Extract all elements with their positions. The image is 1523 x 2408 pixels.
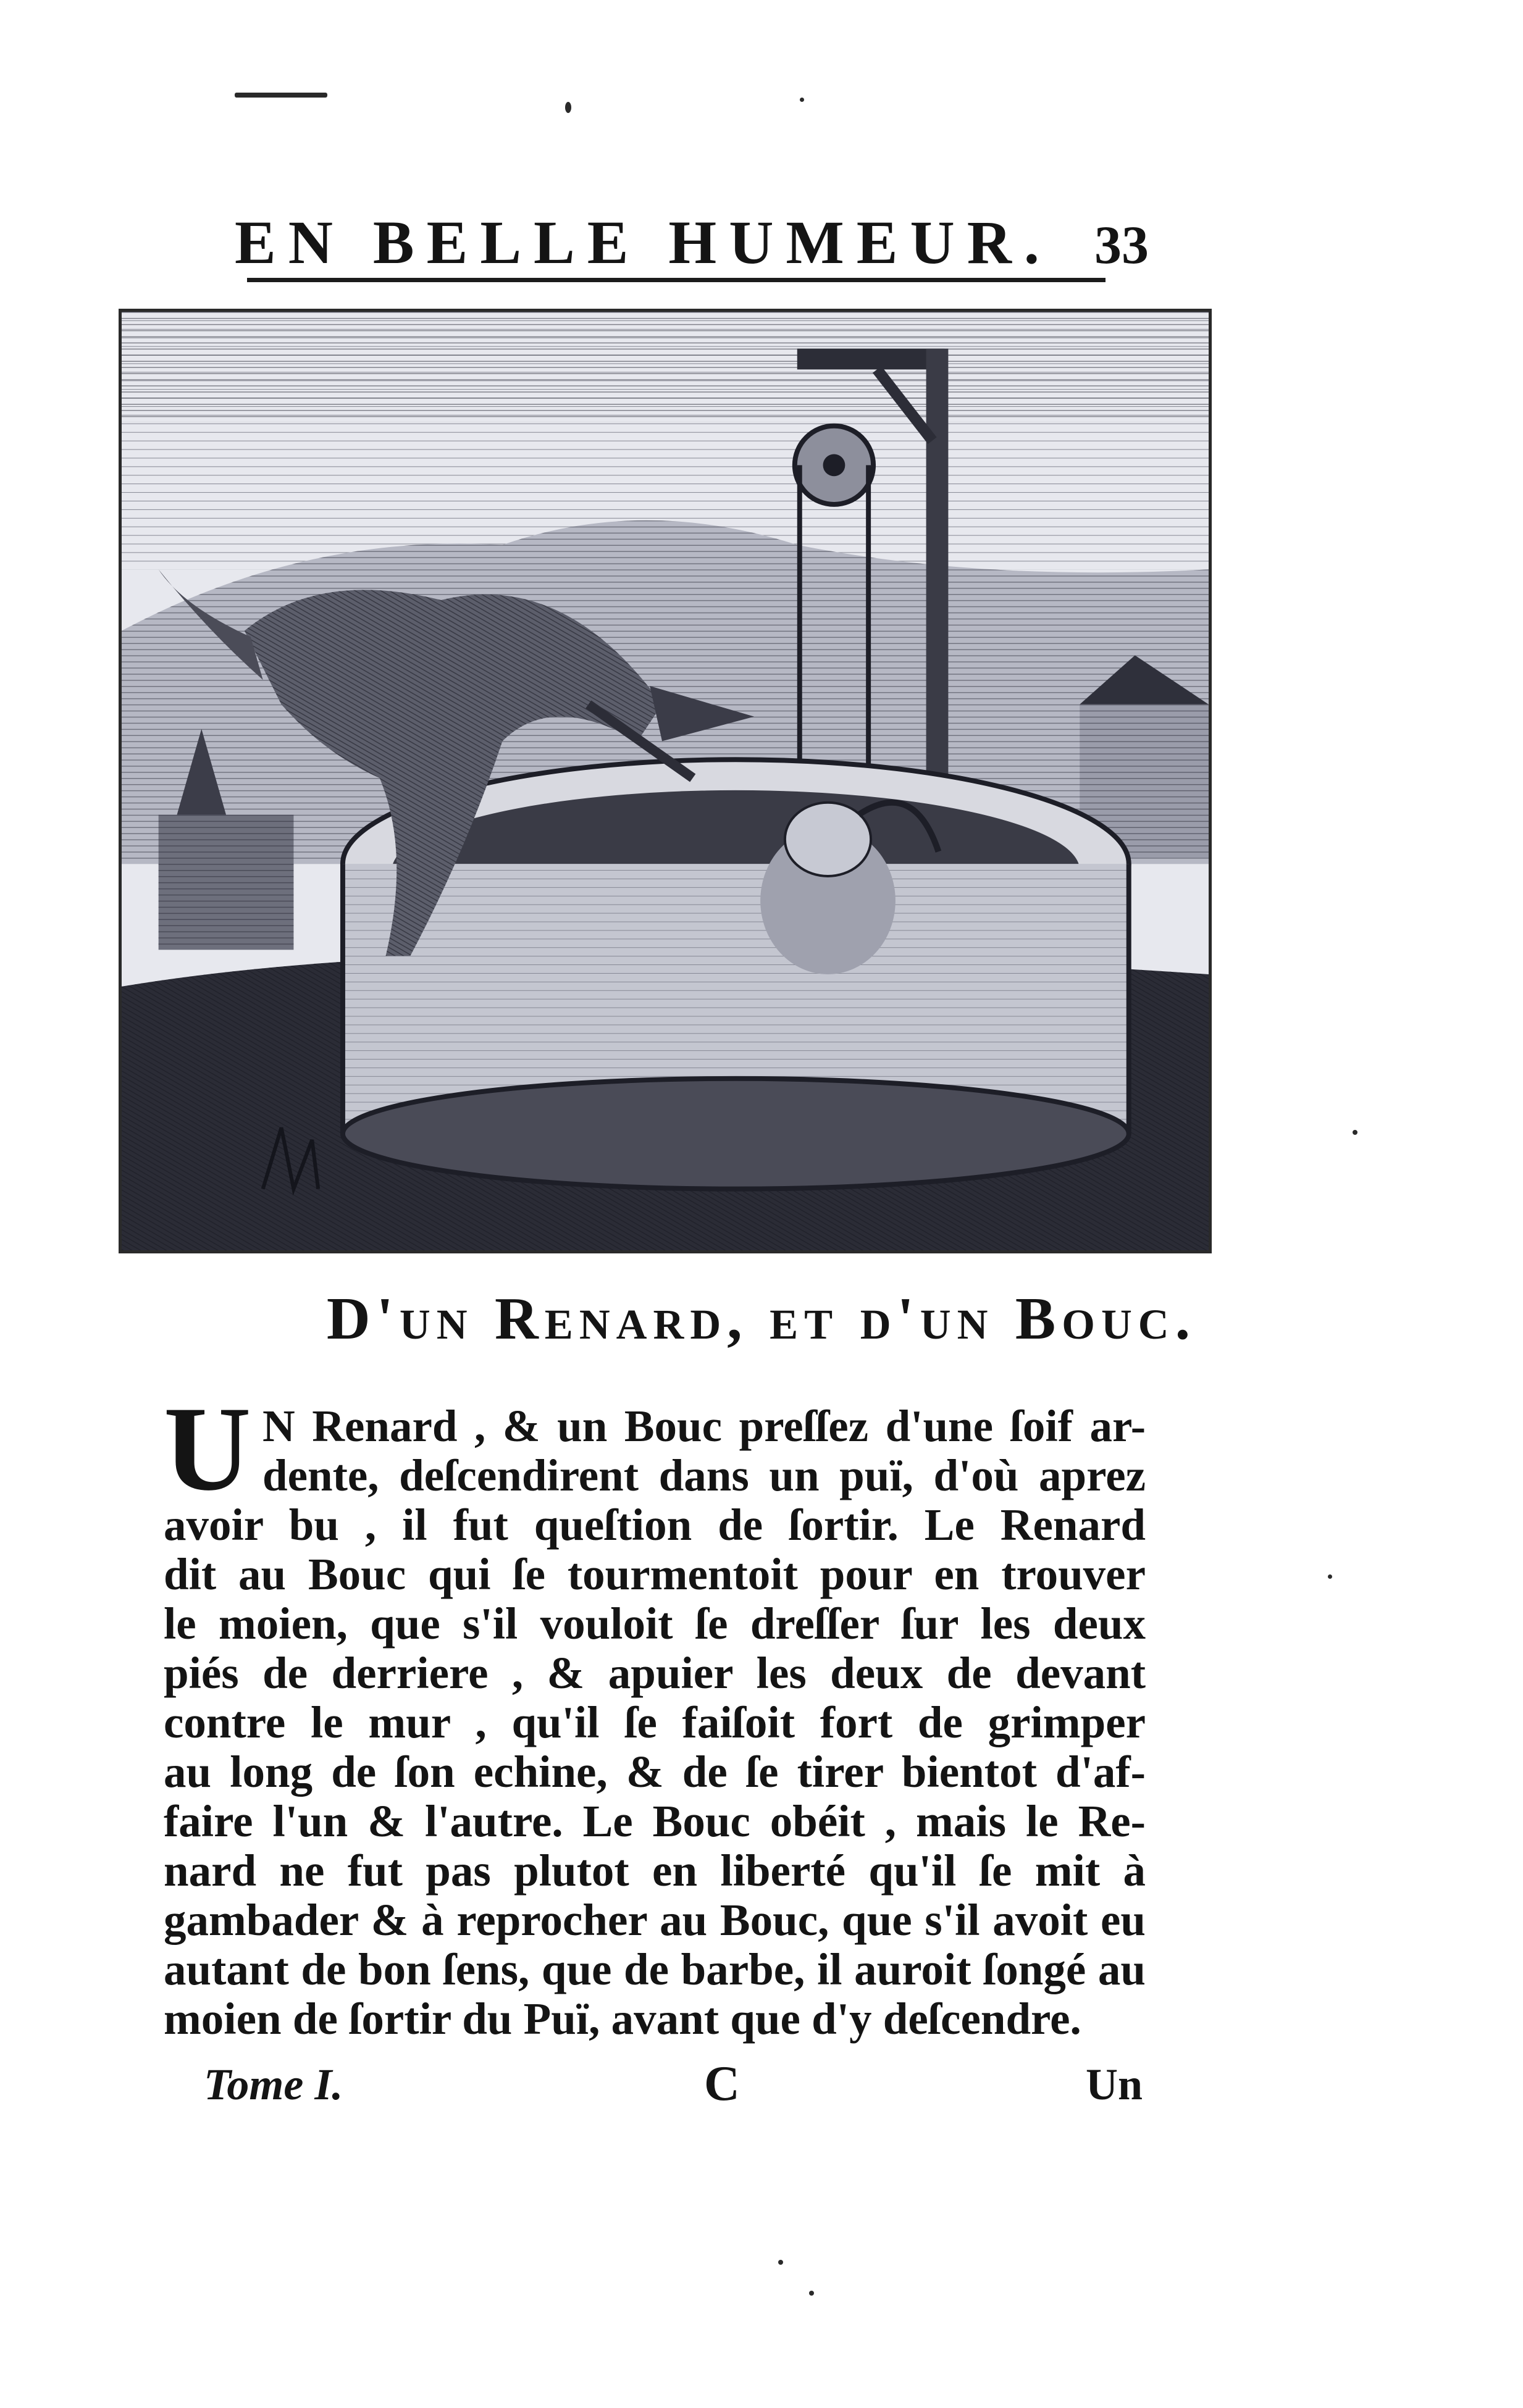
ink-speck xyxy=(800,98,804,102)
ink-speck xyxy=(778,2260,783,2265)
text-line: contre le mur , qu'il ſe faiſoit fort de grimper xyxy=(164,1697,1146,1747)
text-line: au long de ſon echine, & de ſe tirer bientot d'af- xyxy=(164,1747,1146,1797)
page-footer xyxy=(204,2059,1143,2127)
text-line: piés de derriere , & apuier les deux de devant xyxy=(164,1648,1146,1698)
fox-and-goat-well-engraving-icon xyxy=(122,312,1209,1250)
text-line: nard ne fut pas plutot en liberté qu'il ſe mit à xyxy=(164,1846,1146,1896)
drop-cap: U xyxy=(164,1382,251,1516)
text-line: avoir bu , il fut queſtion de ſortir. Le Renard xyxy=(164,1500,1146,1550)
fable-engraving xyxy=(119,309,1212,1253)
text-line: N Renard , & un Bouc preſſez d'une ſoif ar- xyxy=(262,1401,1146,1451)
text-line: moien de ſortir du Puï, avant que d'y deſcendre. xyxy=(164,1994,1081,2044)
text-line: autant de bon ſens, que de barbe, il auroit ſongé au xyxy=(164,1944,1146,1994)
text-line: faire l'un & l'autre. Le Bouc obéit , mais le Re- xyxy=(164,1796,1146,1846)
page-number: 33 xyxy=(1094,215,1149,275)
page-header xyxy=(235,207,1149,299)
text-line: gambader & à reprocher au Bouc, que s'il avoit eu xyxy=(164,1895,1146,1945)
text-line: dit au Bouc qui ſe tourmentoit pour en trouver xyxy=(164,1549,1146,1599)
text-line: dente, deſcendirent dans un puï, d'où aprez xyxy=(262,1450,1146,1500)
volume-label: Tome I. xyxy=(204,2060,343,2109)
signature-mark: C xyxy=(704,2057,740,2111)
ink-speck xyxy=(1328,1574,1332,1579)
header-rule xyxy=(247,278,1106,282)
text-line: le moien, que s'il vouloit ſe dreſſer ſur les deux xyxy=(164,1599,1146,1649)
ink-speck xyxy=(235,93,327,98)
ink-speck xyxy=(1353,1130,1357,1135)
running-title: EN BELLE HUMEUR. xyxy=(235,208,1052,277)
fable-text xyxy=(164,1402,1146,2044)
ink-speck xyxy=(565,102,571,113)
fable-title: D'un Renard, et d'un Bouc. xyxy=(326,1286,1197,1352)
catchword: Un xyxy=(1085,2060,1143,2109)
ink-speck xyxy=(809,2291,814,2296)
